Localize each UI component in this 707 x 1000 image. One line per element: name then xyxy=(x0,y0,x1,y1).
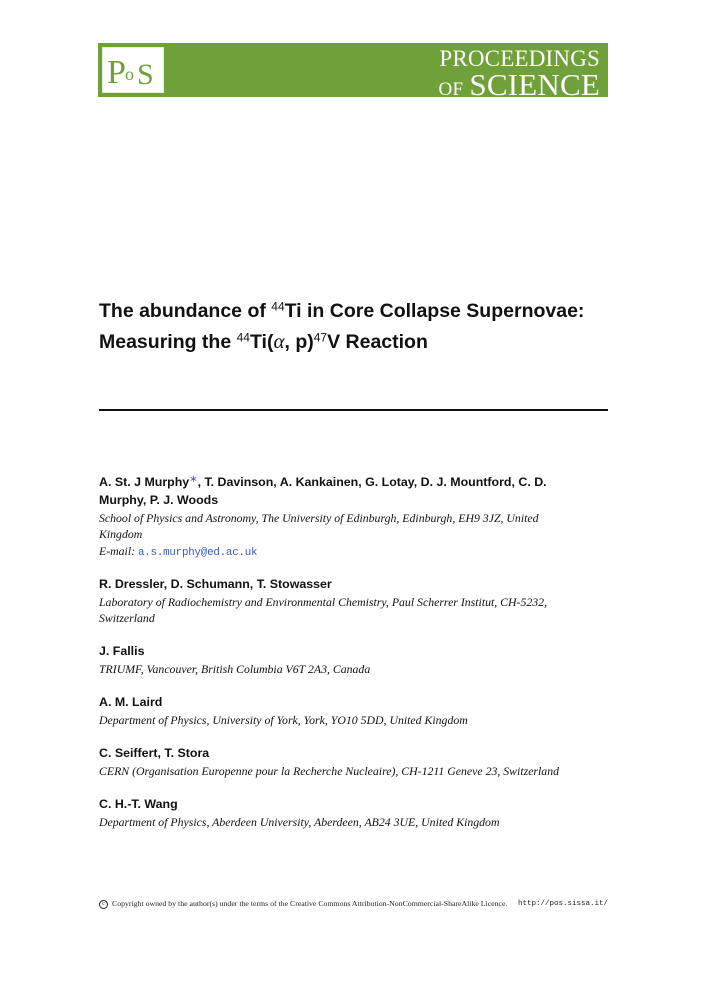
journal-name-line1: PROCEEDINGS xyxy=(439,46,600,71)
author-affiliation: School of Physics and Astronomy, The University of Edinburgh, Edinburgh, EH9 3JZ, United Kingdom xyxy=(99,511,539,541)
journal-name-line2 xyxy=(439,69,600,100)
svg-text:o: o xyxy=(125,64,134,84)
journal-header-banner xyxy=(98,43,608,102)
author-names: R. Dressler, D. Schumann, T. Stowasser xyxy=(99,577,332,591)
author-names xyxy=(99,473,569,509)
page-footer xyxy=(99,895,608,913)
author-names: C. Seiffert, T. Stora xyxy=(99,746,210,760)
author-group xyxy=(99,473,569,561)
author-names: J. Fallis xyxy=(99,644,145,658)
pos-url-link[interactable]: http://pos.sissa.it/ xyxy=(517,900,608,908)
author-affiliation: TRIUMF, Vancouver, British Columbia V6T 2A3, Canada xyxy=(99,662,371,676)
pos-logo xyxy=(102,47,164,93)
email-link[interactable]: a.s.murphy@ed.ac.uk xyxy=(138,547,258,559)
author-affiliation: Department of Physics, Aberdeen University, Aberdeen, AB24 3UE, United Kingdom xyxy=(99,815,500,829)
author-list xyxy=(99,473,569,830)
author-group xyxy=(99,642,569,677)
author-group xyxy=(99,693,569,728)
svg-text:S: S xyxy=(137,58,154,91)
journal-name xyxy=(300,45,600,102)
corresponding-author-mark[interactable]: ∗ xyxy=(189,474,198,485)
author-group xyxy=(99,744,569,779)
title-text: , p) xyxy=(284,331,314,353)
journal-name-main: SCIENCE xyxy=(469,67,600,102)
title-text: V Reaction xyxy=(327,331,428,353)
svg-text:P: P xyxy=(107,54,126,91)
title-alpha-symbol: α xyxy=(273,329,285,353)
title-isotope-superscript: 44 xyxy=(271,299,285,314)
author-group xyxy=(99,795,569,830)
title-text: Ti( xyxy=(249,331,274,353)
copyright-text: Copyright owned by the author(s) under the terms of the Creative Commons Attribution-NonCommercial-ShareAlike Licence. xyxy=(112,899,508,908)
author-affiliation: CERN (Organisation Europenne pour la Recherche Nucleaire), CH-1211 Geneve 23, Switzerland xyxy=(99,764,559,778)
author-name-text: , T. Davinson, A. Kankainen, G. Lotay, D. J. Mountford, C. D. Murphy, P. J. Woods xyxy=(99,475,547,507)
copyright-notice xyxy=(99,895,507,913)
copyright-icon: c xyxy=(99,900,108,909)
title-divider xyxy=(99,409,608,411)
title-isotope-superscript: 47 xyxy=(313,330,328,345)
author-names: A. M. Laird xyxy=(99,695,163,709)
title-text: Measuring the xyxy=(99,331,237,353)
title-text: The abundance of xyxy=(99,300,272,322)
author-names: C. H.-T. Wang xyxy=(99,797,178,811)
title-isotope-superscript: 44 xyxy=(236,330,250,345)
pos-logo-graphic xyxy=(103,48,163,92)
author-email-line xyxy=(99,543,569,561)
author-affiliation: Laboratory of Radiochemistry and Environmental Chemistry, Paul Scherrer Institut, CH-5232, Switzerland xyxy=(99,595,548,625)
journal-name-prefix: OF xyxy=(438,79,464,100)
author-affiliation: Department of Physics, University of York, York, YO10 5DD, United Kingdom xyxy=(99,713,468,727)
author-name-text: A. St. J Murphy xyxy=(99,475,190,489)
author-group xyxy=(99,575,569,626)
email-label: E-mail: xyxy=(99,544,136,558)
title-text: Ti in Core Collapse Supernovae: xyxy=(284,300,585,322)
paper-title xyxy=(99,296,619,357)
